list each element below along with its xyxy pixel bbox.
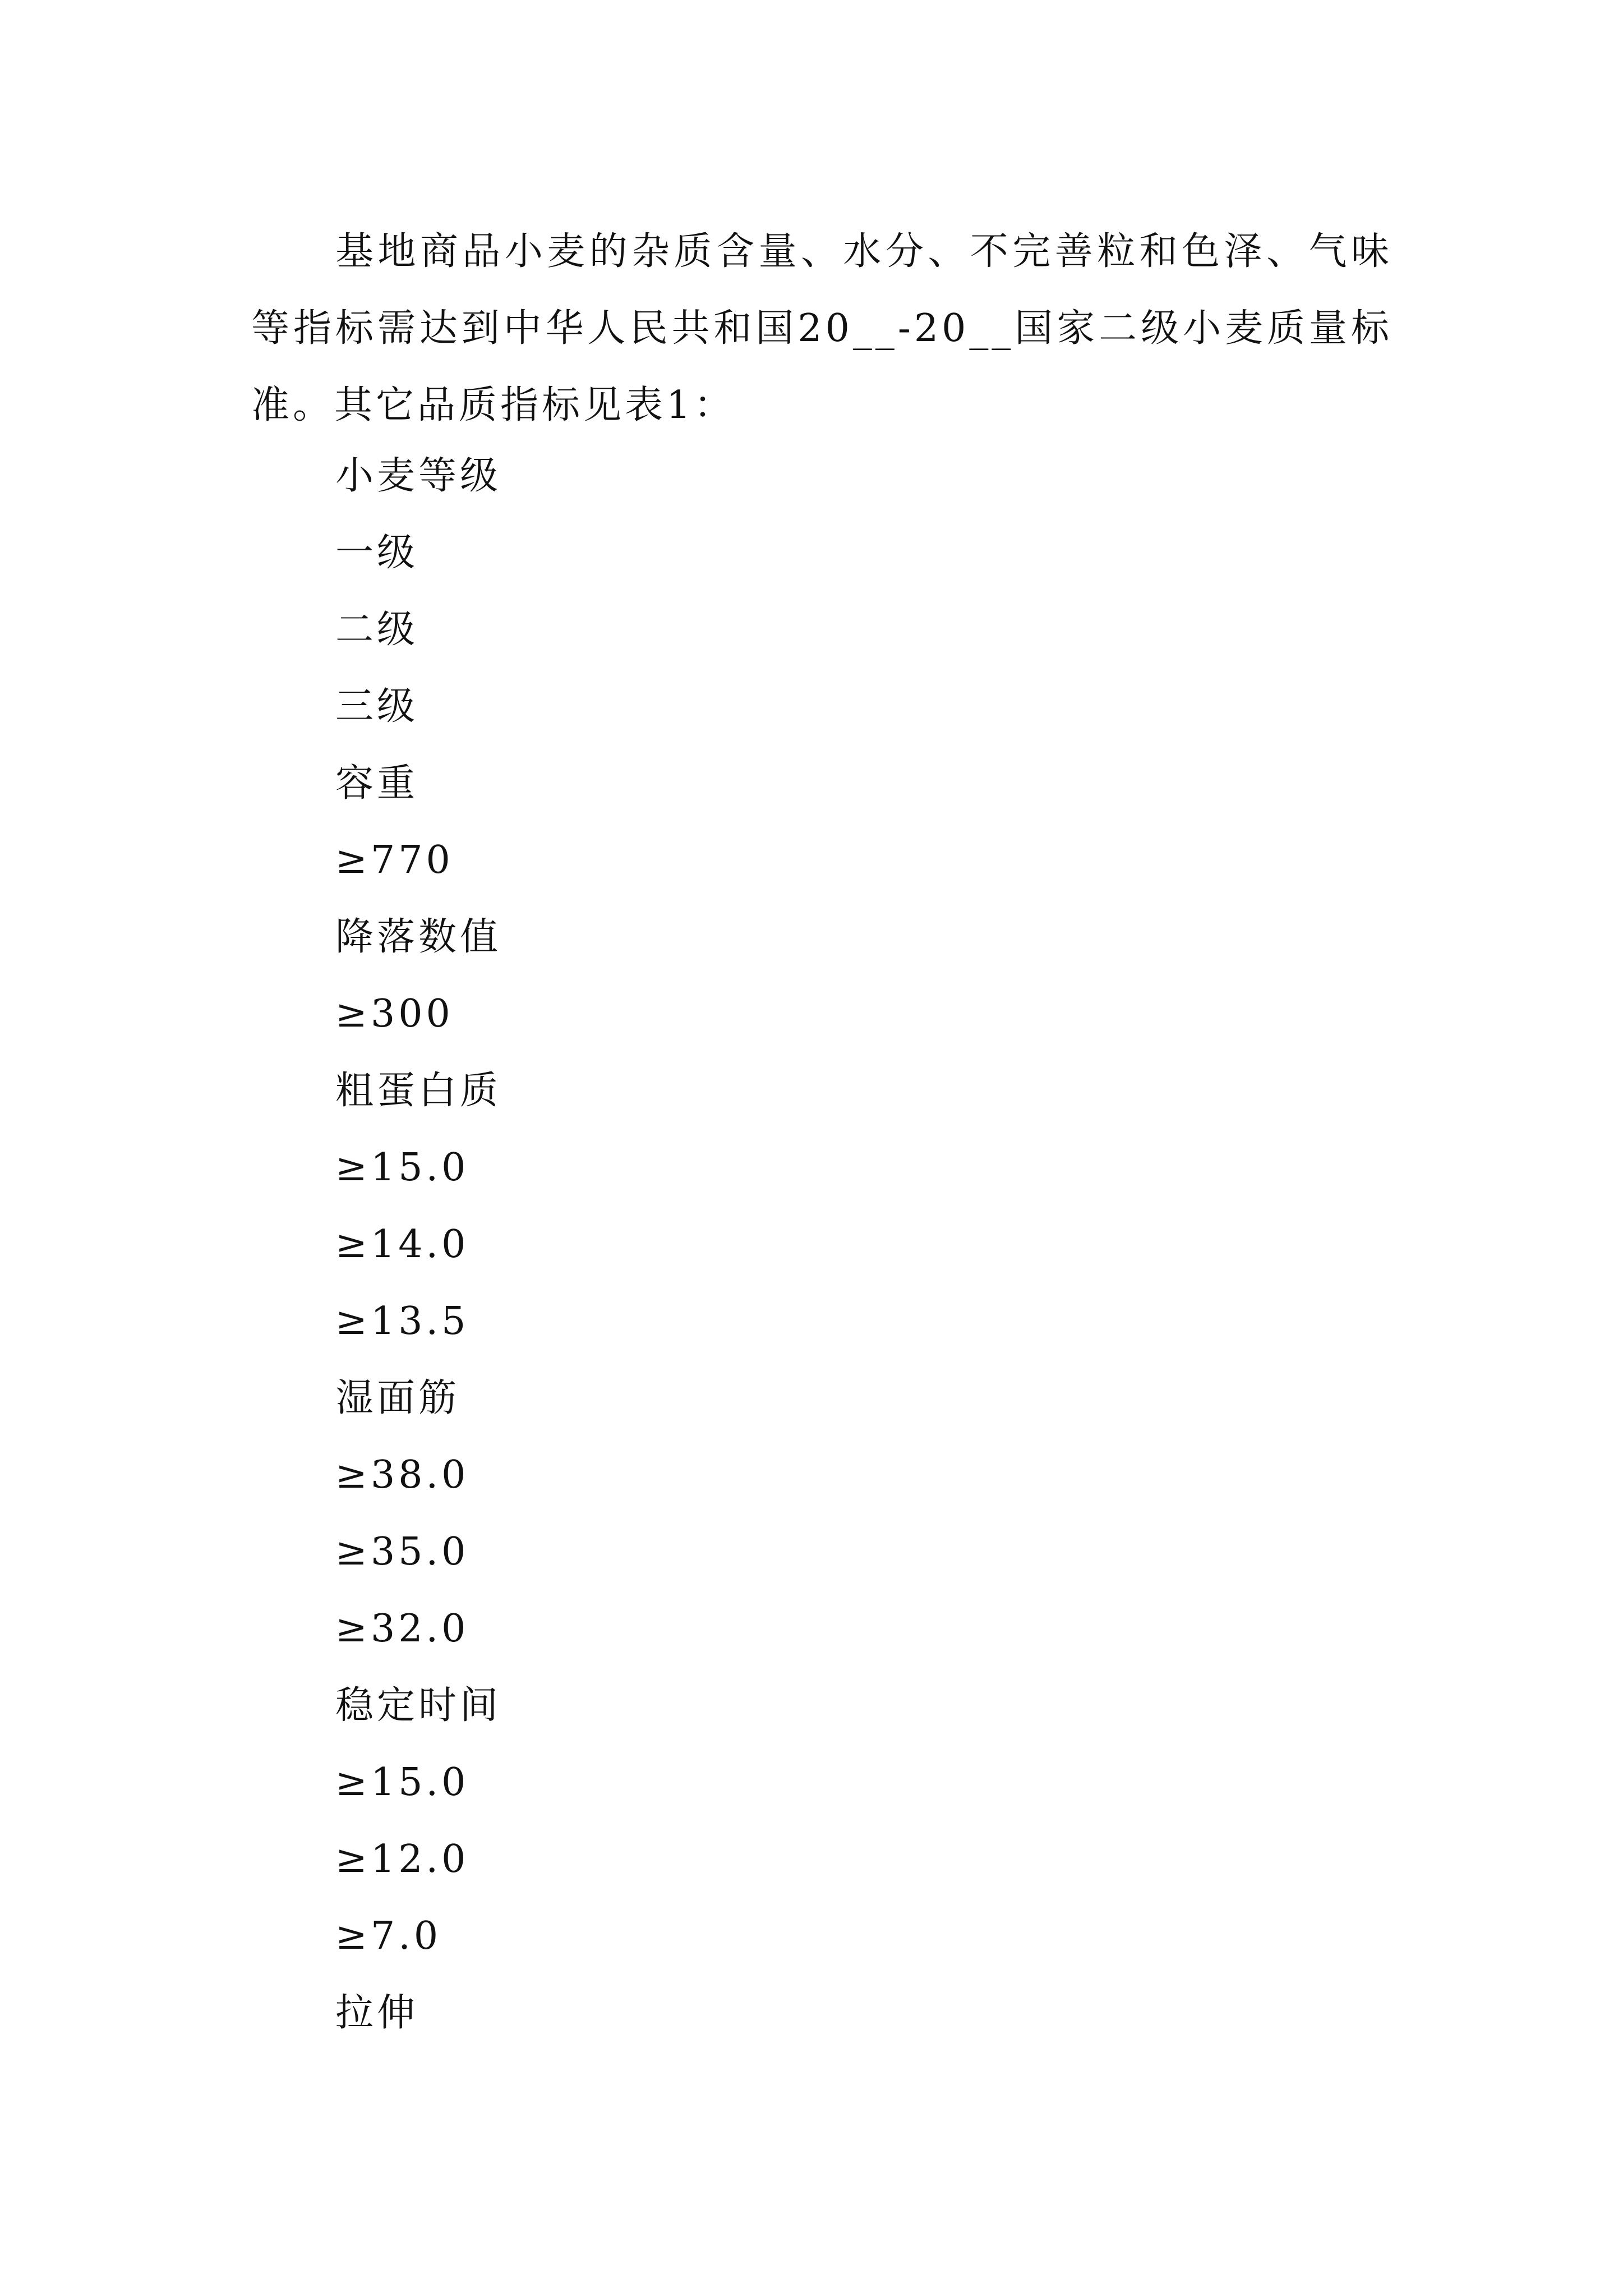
list-item: 粗蛋白质 xyxy=(335,1069,502,1113)
list-item: 容重 xyxy=(335,761,419,806)
list-item: 二级 xyxy=(335,608,419,652)
list-item: ≥15.0 xyxy=(335,1145,469,1190)
list-item: ≥770 xyxy=(335,838,454,882)
list-item: ≥14.0 xyxy=(335,1222,469,1267)
list-item: ≥300 xyxy=(335,992,454,1036)
list-item: 拉伸 xyxy=(335,1991,419,2035)
list-item: ≥13.5 xyxy=(335,1299,469,1343)
quality-indicator-list xyxy=(335,438,501,2051)
list-item: 三级 xyxy=(335,684,419,729)
list-item: 湿面筋 xyxy=(335,1376,460,1420)
list-item: ≥38.0 xyxy=(335,1453,469,1497)
intro-paragraph: 基地商品小麦的杂质含量、水分、不完善粒和色泽、气味等指标需达到中华人民共和国20__-20__国家二级小麦质量标准。其它品质指标见表1： xyxy=(251,229,1393,427)
list-item: ≥35.0 xyxy=(335,1530,469,1574)
list-item: 稳定时间 xyxy=(335,1683,502,1728)
list-item: 一级 xyxy=(335,531,419,575)
list-item: ≥15.0 xyxy=(335,1760,469,1805)
list-item: 降落数值 xyxy=(335,915,502,959)
list-item: ≥7.0 xyxy=(335,1914,442,1958)
list-item: ≥32.0 xyxy=(335,1607,469,1651)
list-item: ≥12.0 xyxy=(335,1837,469,1881)
list-item: 小麦等级 xyxy=(335,454,502,498)
